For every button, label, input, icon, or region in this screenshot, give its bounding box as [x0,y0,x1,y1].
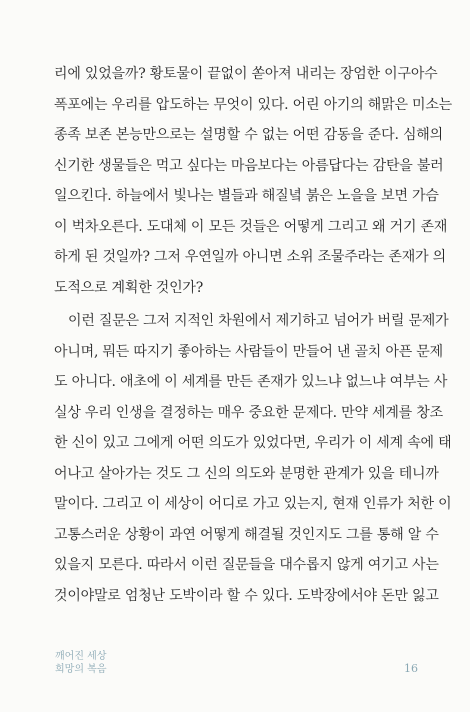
text-line: 신기한 생물들은 먹고 싶다는 마음보다는 아름답다는 감탄을 불러 [54,157,444,174]
footer-title-line-1: 깨어진 세상 [55,651,107,662]
text-line: 이런 질문은 그저 지적인 차원에서 제기하고 넘어가 버릴 문제가 [68,313,449,329]
text-line: 폭포에는 우리를 압도하는 무엇이 있다. 어린 아기의 해맑은 미소는 [54,96,452,113]
body-text [54,59,452,611]
page-number: 16 [404,662,418,675]
text-line: 도적으로 계획한 것인가? [54,279,204,296]
text-line: 한 신이 있고 그에게 어떤 의도가 있었다면, 우리가 이 세계 속에 태 [54,435,452,451]
running-footer-title [55,650,106,676]
text-line: 어나고 살아가는 것도 그 신의 의도와 분명한 관계가 있을 테니까 [54,465,439,482]
text-line: 실상 우리 인생을 결정하는 매우 중요한 문제다. 만약 세계를 창조 [54,404,443,421]
text-line: 말이다. 그리고 이 세상이 어디로 가고 있는지, 현재 인류가 처한 이 [54,496,452,512]
text-line: 일으킨다. 하늘에서 빛나는 별들과 해질녘 붉은 노을을 보면 가슴 [54,188,439,204]
text-line: 하게 된 것일까? 그저 우연일까 아니면 소위 조물주라는 존재가 의 [54,249,446,265]
text-line: 종족 보존 본능만으로는 설명할 수 없는 어떤 감동을 준다. 심해의 [54,127,443,143]
text-line: 이 벅차오른다. 도대체 이 모든 것들은 어떻게 그리고 왜 거기 존재 [54,218,448,235]
text-line: 것이야말로 엄청난 도박이라 할 수 있다. 도박장에서야 돈만 잃고 [54,587,439,604]
text-line: 리에 있었을까? 황토물이 끝없이 쏟아져 내리는 장엄한 이구아수 [54,66,438,82]
paragraph-2 [54,306,452,611]
text-line: 고통스러운 상황이 과연 어떻게 해결될 것인지도 그를 통해 알 수 [54,526,439,543]
text-line: 아니며, 뭐든 따지기 좋아하는 사람들이 만들어 낸 골치 아픈 문제 [54,343,443,360]
text-line: 도 아니다. 애초에 이 세계를 만든 존재가 있느냐 없느냐 여부는 사 [54,374,448,390]
paragraph-1 [54,59,452,303]
text-line: 있을지 모른다. 따라서 이런 질문들을 대수롭지 않게 여기고 사는 [54,557,439,573]
footer-title-line-2: 희망의 복음 [55,664,107,675]
